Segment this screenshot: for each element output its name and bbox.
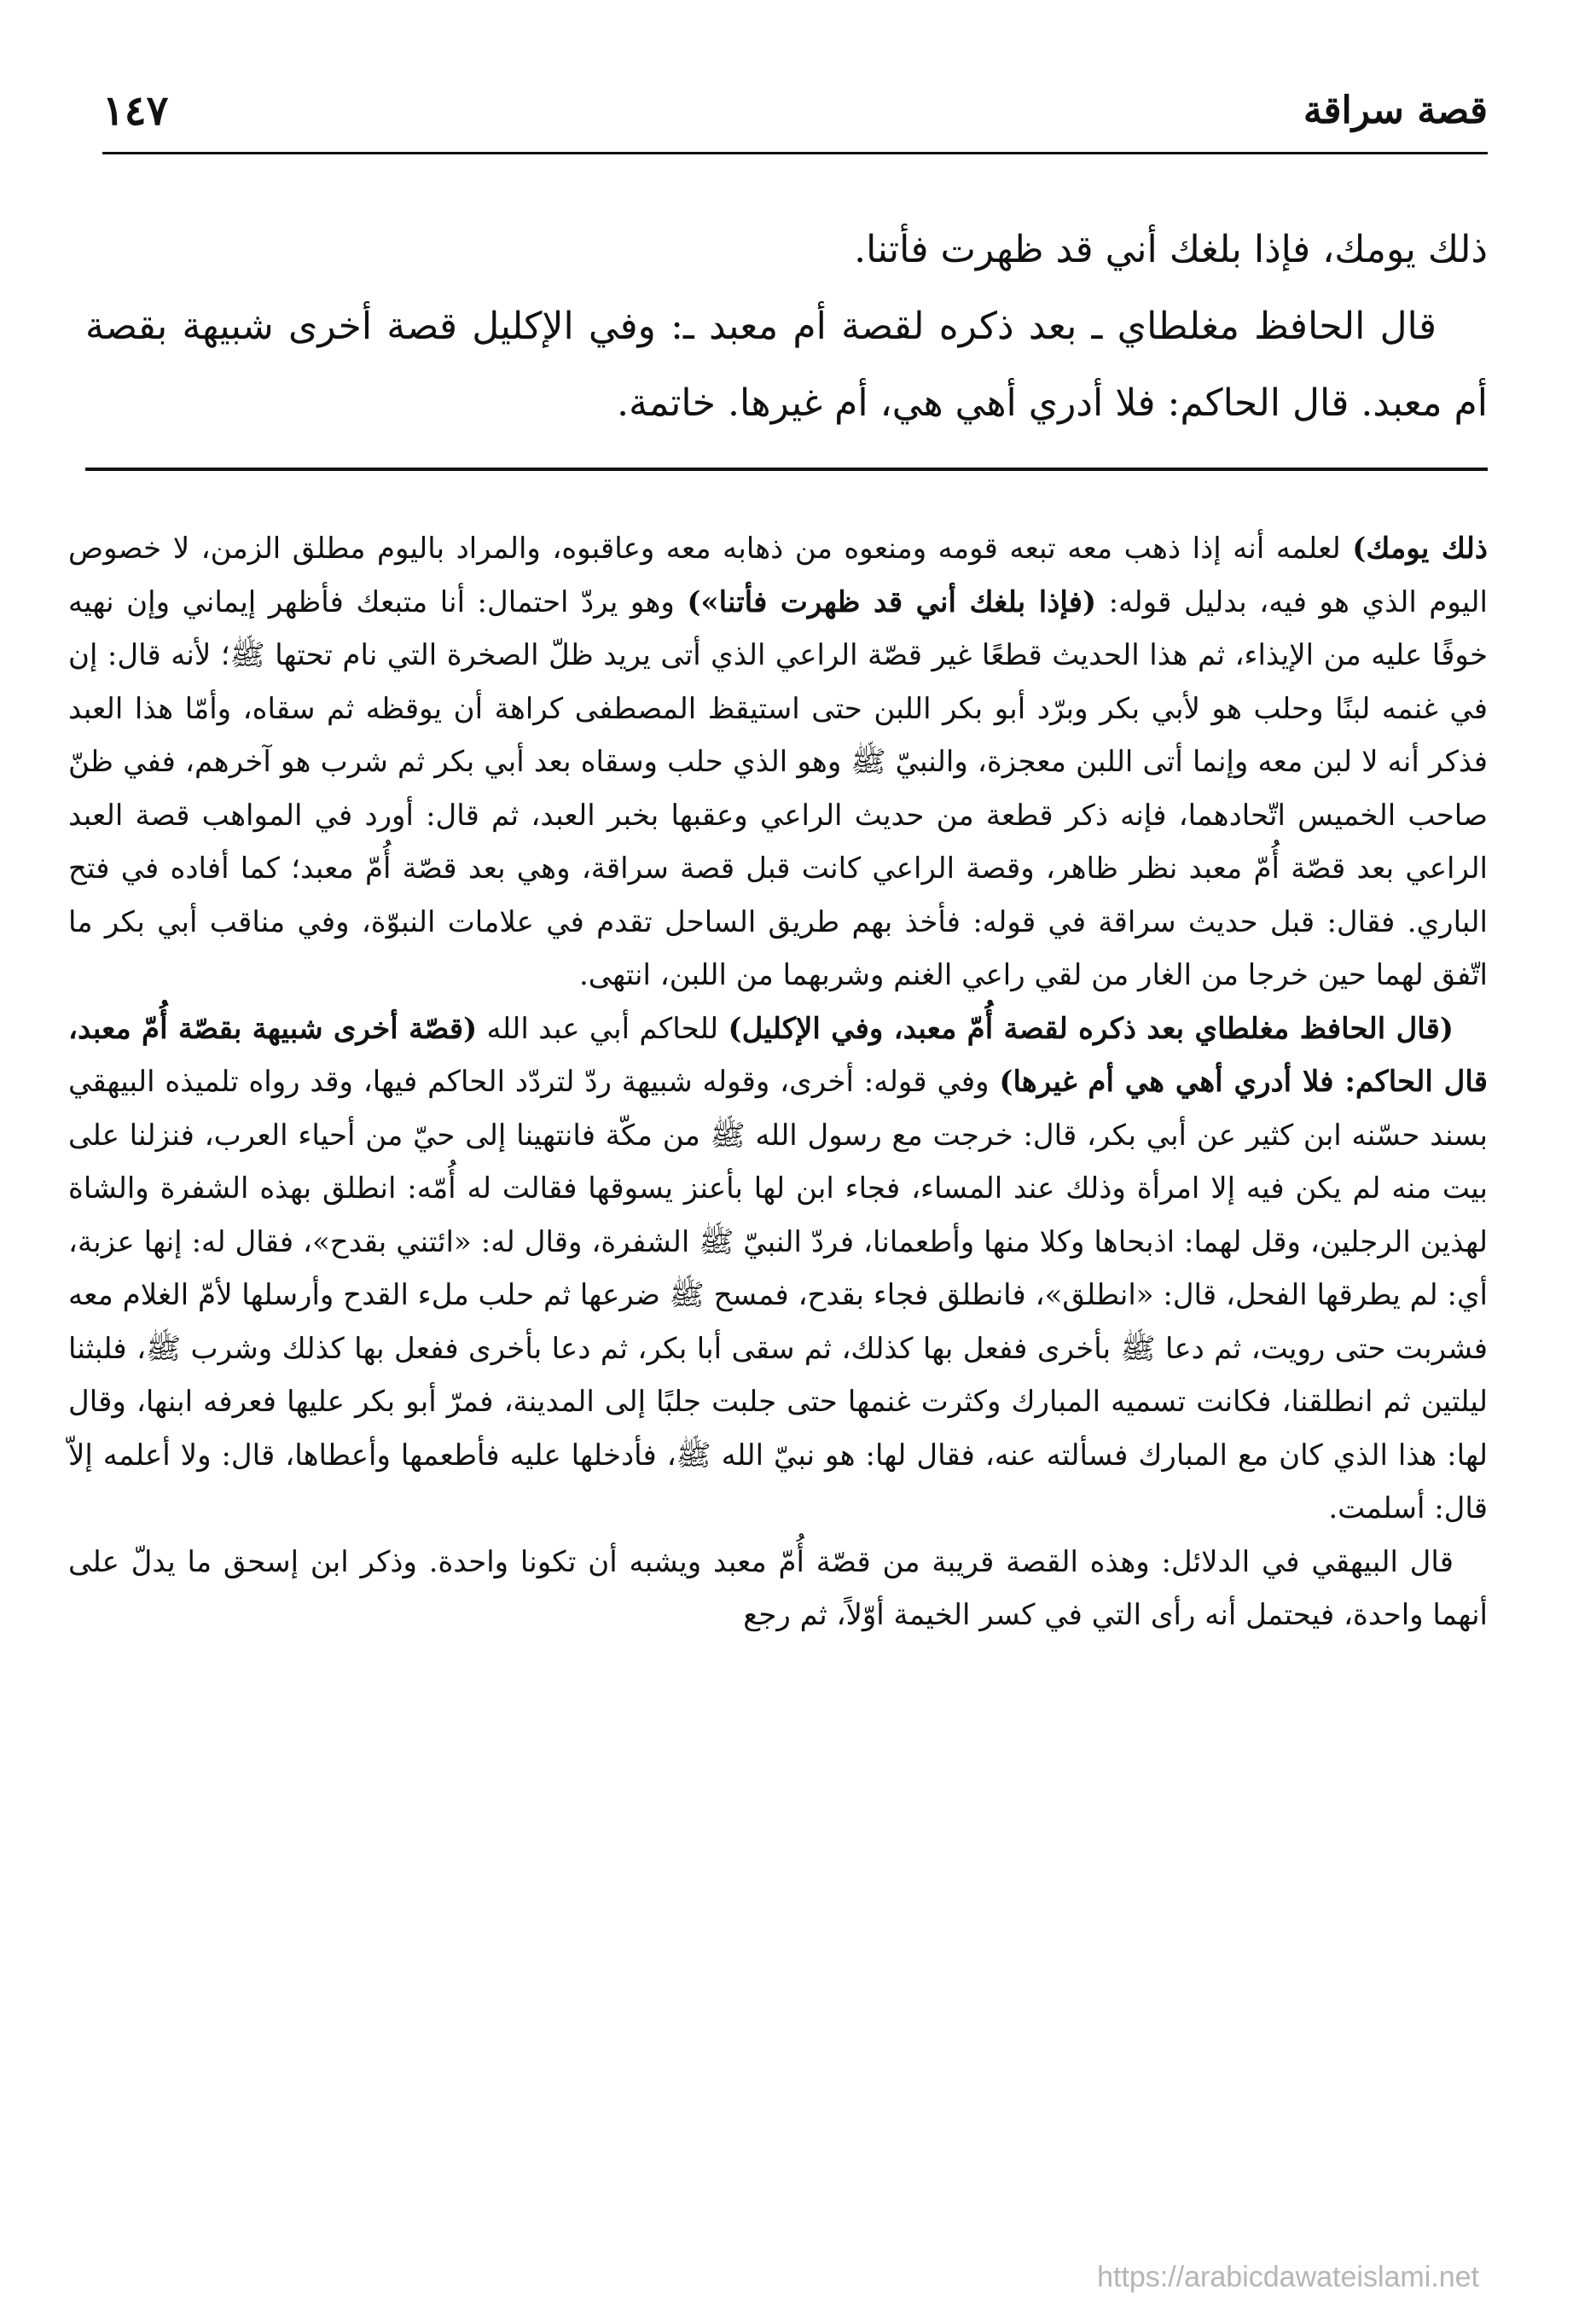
quoted-phrase: ذلك يومك) [1352, 532, 1488, 566]
commentary-paragraph: قال البيهقي في الدلائل: وهذه القصة قريبة من قصّة أُمّ معبد ويشبه أن تكونا واحدة. وذكر ابن إسحق ما يدلّ على أنهما واحدة، فيحتمل أنه رأى التي في كسر الخيمة أوّلاً، ثم رجع [68, 1544, 1488, 1632]
main-text-paragraph: قال الحافظ مغلطاي ـ بعد ذكره لقصة أم معبد ـ: وفي الإكليل قصة أخرى شبيهة بقصة أم معبد. قال الحاكم: فلا أدري أهي هي، أم غيرها. خاتمة. [85, 305, 1488, 425]
page-number: ١٤٧ [102, 87, 169, 135]
main-text-line: ذلك يومك، فإذا بلغك أني قد ظهرت فأتنا. [854, 228, 1488, 271]
quoted-phrase: (قصّة أخرى شبيهة بقصّة أُمّ معبد، قال الحاكم: فلا أدري أهي هي أم غيرها) [68, 1011, 1489, 1099]
commentary-paragraph [68, 1002, 1488, 1536]
commentary-text: لعلمه أنه إذا ذهب معه تبعه قومه ومنعوه من ذهابه معه وعاقبوه، والمراد باليوم مطلق الزمن، لا خصوص اليوم الذي هو فيه، بدليل قوله: [68, 532, 1488, 619]
watermark-url: https://arabicdawateislami.net [1097, 2261, 1479, 2293]
quoted-phrase: (قال الحافظ مغلطاي بعد ذكره لقصة أُمّ معبد، وفي الإكليل) [728, 1011, 1454, 1046]
commentary-text: وهو يردّ احتمال: أنا متبعك فأظهر إيماني وإن نهيه خوفًا عليه من الإيذاء، ثم هذا الحديث قطعًا غير قصّة الراعي الذي أتى يريد ظلّ الصخرة التي نام تحتها ﷺ؛ لأنه قال: إن في غنمه لبنًا وحلب هو لأبي بكر وبرّد أبو بكر اللبن حتى استيقظ المصطفى كراهة أن يوقظه ثم سقاه، وأمّا هذا العبد فذكر أنه لا لبن معه وإنما أتى اللبن معجزة، والنبيّ ﷺ وهو الذي حلب وسقاه بعد أبي بكر ثم شرب هو آخرهم، ففي ظنّ صاحب الخميس اتّحادهما، فإنه ذكر قطعة من حديث الراعي وعقبها بخبر العبد، ثم قال: أورد في المواهب قصة العبد الراعي بعد قصّة أُمّ معبد نظر ظاهر، وقصة الراعي كانت قبل قصة سراقة، وهي بعد قصّة أُمّ معبد؛ كما أفاده في فتح الباري. فقال: قبل حديث سراقة في قوله: فأخذ بهم طريق الساحل تقدم في علامات النبوّة، وفي مناقب أبي بكر ما اتّفق لهما حين خرجا من الغار من لقي راعي الغنم وشربهما من اللبن، انتهى. [68, 584, 1488, 992]
commentary-text: وفي قوله: أخرى، وقوله شبيهة ردّ لتردّد الحاكم فيها، وقد رواه تلميذه البيهقي بسند حسّنه ابن كثير عن أبي بكر، قال: خرجت مع رسول الله ﷺ من مكّة فانتهينا إلى حيّ من أحياء العرب، فنزلنا على بيت منه لم يكن فيه إلا امرأة وذلك عند المساء، فجاء ابن لها بأعنز يسوقها فقالت له أُمّه: انطلق بهذه الشفرة والشاة لهذين الرجلين، وقل لهما: اذبحاها وكلا منها وأطعمانا، فردّ النبيّ ﷺ الشفرة، وقال له: «ائتني بقدح»، فقال له: إنها عزبة، أي: لم يطرقها الفحل، قال: «انطلق»، فانطلق فجاء بقدح، فمسح ﷺ ضرعها ثم حلب ملء القدح وأرسلها لأمّ الغلام معه فشربت حتى رويت، ثم دعا ﷺ بأخرى ففعل بها كذلك، ثم سقى أبا بكر، ثم دعا بأخرى ففعل بها كذلك وشرب ﷺ، فلبثنا ليلتين ثم انطلقنا، فكانت تسميه المبارك وكثرت غنمها حتى جلبت جلبًا إلى المدينة، فمرّ أبو بكر عليها فعرفه ابنها، وقال لها: هذا الذي كان مع المبارك فسألته عنه، فقال لها: هو نبيّ الله ﷺ، فأدخلها عليه فأطعمها وأعطاها، قال: ولا أعلمه إلاّ قال: أسلمت. [68, 1065, 1488, 1525]
running-title: قصة سراقة [1303, 89, 1488, 132]
commentary-paragraph [68, 522, 1488, 1002]
header-rule [102, 152, 1488, 154]
page-header [102, 77, 1488, 145]
commentary [68, 522, 1488, 1642]
commentary-text: للحاكم أبي عبد الله [477, 1011, 728, 1046]
main-text [85, 212, 1488, 442]
section-divider [85, 468, 1488, 471]
quoted-phrase: (فإذا بلغك أني قد ظهرت فأتنا») [687, 584, 1097, 619]
